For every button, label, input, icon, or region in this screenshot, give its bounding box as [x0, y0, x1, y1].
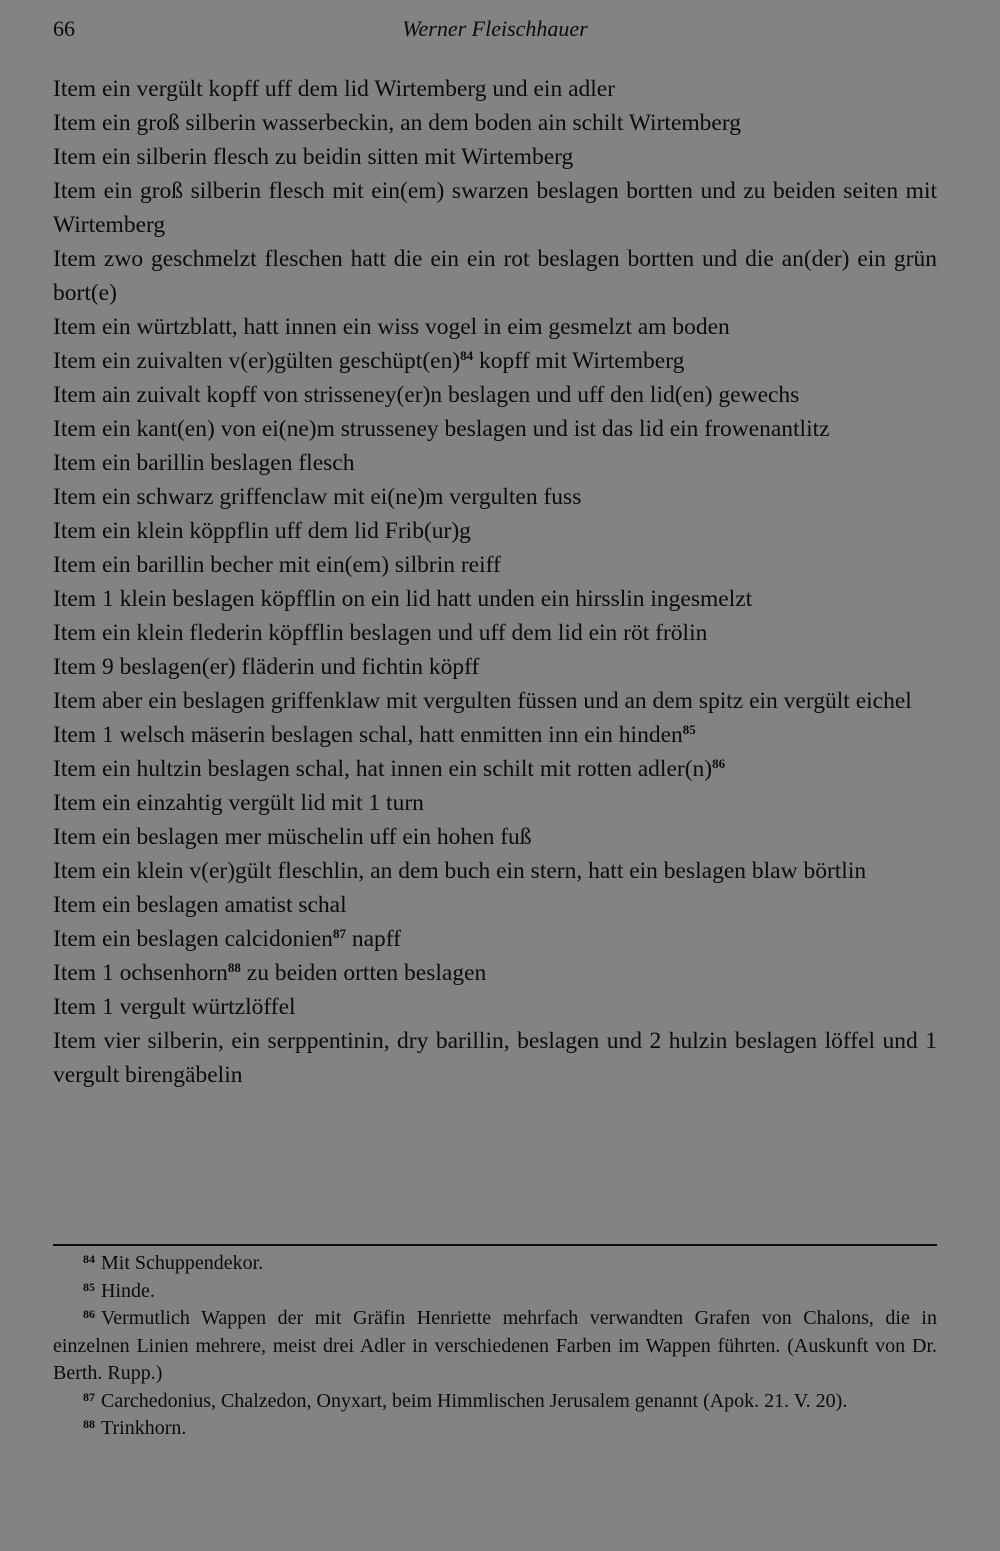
entry-text: Item ein würtzblatt, hatt innen ein wiss vogel in eim gesmelzt am boden	[53, 314, 730, 340]
footnote-number: 87	[83, 1389, 95, 1404]
footnote	[53, 1388, 937, 1416]
inventory-entry	[53, 650, 937, 684]
inventory-entry	[53, 344, 937, 378]
entry-text: Item 1 welsch mäserin beslagen schal, hatt enmitten inn ein hinden	[53, 722, 683, 748]
entry-text-continued: napff	[345, 926, 401, 952]
entry-text: Item 1 klein beslagen köpfflin on ein lid hatt unden ein hirsslin ingesmelzt	[53, 586, 753, 612]
footnote-reference: 88	[227, 960, 241, 975]
footnote-number: 88	[83, 1417, 95, 1431]
inventory-entry	[53, 616, 937, 650]
entry-text: Item 1 ochsenhorn	[53, 960, 228, 986]
entry-text: Item ein barillin becher mit ein(em) silbrin reiff	[53, 552, 501, 578]
entry-text: Item ein schwarz griffenclaw mit ei(ne)m vergulten fuss	[53, 484, 582, 510]
entry-text: Item 9 beslagen(er) fläderin und fichtin köpff	[53, 654, 480, 680]
footnotes	[53, 1250, 937, 1443]
inventory-entry	[53, 922, 937, 956]
entry-text: Item ein hultzin beslagen schal, hat innen ein schilt mit rotten adler(n)	[53, 756, 713, 782]
inventory-entry	[53, 412, 937, 446]
footnote	[53, 1415, 937, 1443]
entry-text: Item zwo geschmelzt fleschen hatt die ein ein rot beslagen bortten und die an(der) ein grün bort(e)	[53, 246, 937, 306]
entry-text-continued: kopff mit Wirtemberg	[473, 348, 685, 374]
inventory-entry	[53, 1024, 937, 1092]
inventory-entry	[53, 684, 937, 718]
footnote	[53, 1278, 937, 1306]
footnote-number: 86	[83, 1307, 95, 1321]
inventory-entry	[53, 956, 937, 990]
footnote-reference: 85	[682, 722, 696, 737]
footnote-text: Vermutlich Wappen der mit Gräfin Henriette mehrfach verwandten Grafen von Chalons, die in einzelnen Linien mehrere, meist drei Adler in verschiedenen Farben im Wappen führten. (Auskunft von Dr. Berth. Rupp.)	[53, 1307, 937, 1384]
entry-text: Item ein groß silberin wasserbeckin, an dem boden ain schilt Wirtemberg	[53, 110, 741, 136]
page-number: 66	[53, 16, 75, 41]
entry-text: Item ein beslagen mer müschelin uff ein hohen fuß	[53, 824, 532, 850]
footnote-text: Hinde.	[101, 1279, 155, 1302]
footnote-text: Mit Schuppendekor.	[101, 1252, 264, 1274]
entry-text: Item ein klein flederin köpfflin beslagen und uff dem lid ein röt frölin	[53, 620, 708, 646]
inventory-entry	[53, 718, 937, 752]
entry-text: Item ein beslagen amatist schal	[53, 892, 347, 918]
footnote-text: Carchedonius, Chalzedon, Onyxart, beim Himmlischen Jerusalem genannt (Apok. 21. V. 20).	[101, 1389, 848, 1412]
inventory-entry	[53, 990, 937, 1024]
inventory-entry	[53, 378, 937, 412]
inventory-entry	[53, 820, 937, 854]
footnote	[53, 1250, 937, 1278]
inventory-entry	[53, 752, 937, 786]
inventory-entry	[53, 242, 937, 310]
inventory-entry	[53, 582, 937, 616]
entry-text: Item ein einzahtig vergült lid mit 1 turn	[53, 790, 424, 816]
footnote-divider	[53, 1244, 937, 1246]
footnote-number: 84	[83, 1252, 95, 1266]
running-header	[53, 16, 937, 46]
entry-text: Item ein beslagen calcidonien	[53, 926, 333, 952]
entry-text: Item ein vergült kopff uff dem lid Wirtemberg und ein adler	[53, 76, 616, 102]
entry-text: Item ain zuivalt kopff von strisseney(er)n beslagen und uff den lid(en) gewechs	[53, 382, 800, 408]
inventory-entry	[53, 514, 937, 548]
inventory-entry	[53, 854, 937, 888]
inventory-entry	[53, 174, 937, 242]
entry-text: Item ein groß silberin flesch mit ein(em) swarzen beslagen bortten und zu beiden seiten mit Wirtemberg	[53, 178, 937, 238]
running-title: Werner Fleischhauer	[402, 16, 588, 41]
entry-text: Item ein klein köppflin uff dem lid Frib(ur)g	[53, 518, 471, 544]
entry-text: Item vier silberin, ein serppentinin, dry barillin, beslagen und 2 hulzin beslagen löffel und 1 vergult birengäbelin	[53, 1028, 937, 1088]
inventory-entry	[53, 548, 937, 582]
inventory-entry	[53, 310, 937, 344]
footnote-reference: 87	[332, 926, 346, 941]
entry-text: Item 1 vergult würtzlöffel	[53, 994, 296, 1020]
footnote-number: 85	[83, 1279, 95, 1294]
inventory-entry	[53, 786, 937, 820]
footnote-text: Trinkhorn.	[101, 1417, 187, 1439]
inventory-entry	[53, 446, 937, 480]
footnote-reference: 84	[460, 348, 474, 363]
inventory-list	[53, 72, 937, 1092]
inventory-entry	[53, 106, 937, 140]
inventory-entry	[53, 888, 937, 922]
entry-text: Item aber ein beslagen griffenklaw mit vergulten füssen und an dem spitz ein vergült eichel	[53, 688, 912, 714]
footnote-reference: 86	[712, 756, 726, 771]
entry-text: Item ein barillin beslagen flesch	[53, 450, 355, 476]
entry-text: Item ein kant(en) von ei(ne)m strusseney beslagen und ist das lid ein frowenantlitz	[53, 416, 830, 442]
entry-text: Item ein silberin flesch zu beidin sitten mit Wirtemberg	[53, 144, 574, 170]
inventory-entry	[53, 140, 937, 174]
inventory-entry	[53, 72, 937, 106]
entry-text: Item ein zuivalten v(er)gülten geschüpt(en)	[53, 348, 461, 374]
inventory-entry	[53, 480, 937, 514]
footnote	[53, 1305, 937, 1388]
entry-text-continued: zu beiden ortten beslagen	[240, 960, 487, 986]
entry-text: Item ein klein v(er)gült fleschlin, an dem buch ein stern, hatt ein beslagen blaw börtlin	[53, 858, 867, 884]
